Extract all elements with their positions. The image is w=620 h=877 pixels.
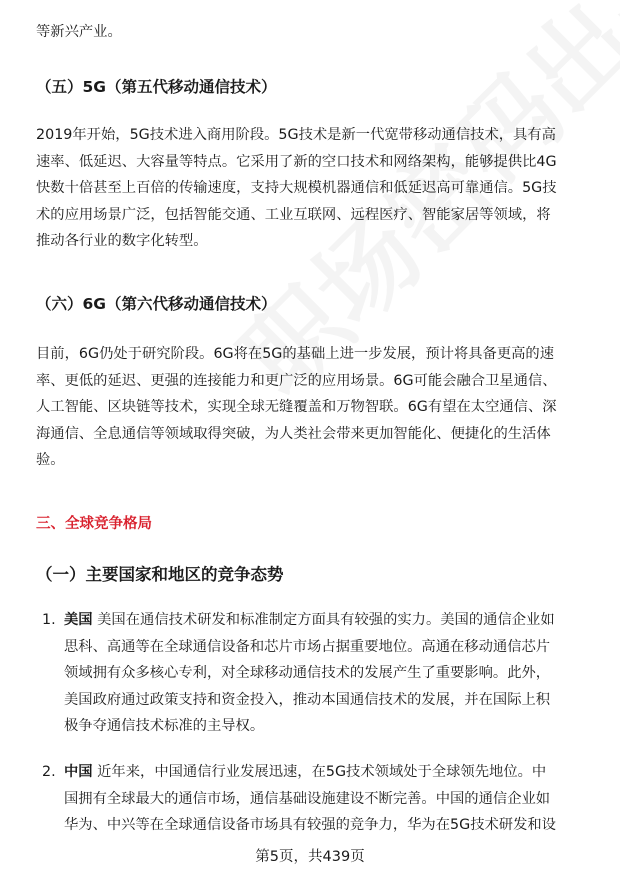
list-label: 美国 — [64, 612, 93, 628]
list-item — [36, 759, 596, 841]
list-number: 2. — [42, 764, 56, 780]
paragraph-line: 验。 — [36, 452, 65, 469]
section-5g-paragraph — [36, 122, 588, 255]
list-body — [64, 607, 599, 740]
page-number-footer: 第5页，共439页 — [255, 849, 365, 865]
paragraph-line: 术的应用场景广泛，包括智能交通、工业互联网、远程医疗、智能家居等领域，将 — [36, 206, 551, 223]
list-body — [64, 759, 599, 839]
paragraph-line: 领域拥有众多核心专利，对全球移动通信技术的发展产生了重要影响。此外， — [64, 665, 551, 682]
paragraph-line: 美国在通信技术研发和标准制定方面具有较强的实力。美国的通信企业如 — [92, 612, 555, 628]
paragraph-line: 极争夺通信技术标准的主导权。 — [64, 718, 265, 735]
subsection-1-heading: （一）主要国家和地区的竞争态势 — [36, 565, 284, 584]
paragraph-line: 美国政府通过政策支持和资金投入，推动本国通信技术的发展，并在国际上积 — [64, 691, 551, 708]
intro-tail — [36, 19, 588, 46]
paragraph-line: 目前，6G仍处于研究阶段。6G将在5G的基础上进一步发展，预计将具备更高的速 — [36, 346, 555, 362]
section-6g-heading: （六）6G（第六代移动通信技术） — [36, 295, 277, 313]
paragraph-line: 国拥有全球最大的通信市场，通信基础设施建设不断完善。中国的通信企业如 — [64, 790, 551, 807]
list-label: 中国 — [64, 764, 93, 780]
section-5g-heading: （五）5G（第五代移动通信技术） — [36, 78, 277, 96]
paragraph-line: 推动各行业的数字化转型。 — [36, 233, 208, 250]
paragraph-line: 思科、高通等在全球通信设备和芯片市场占据重要地位。高通在移动通信芯片 — [64, 638, 551, 655]
paragraph-line: 海通信、全息通信等领域取得突破，为人类社会带来更加智能化、便捷化的生活体 — [36, 425, 551, 442]
paragraph-line: 速率、低延迟、大容量等特点。它采用了新的空口技术和网络架构，能够提供比4G — [36, 153, 557, 170]
section-6g-paragraph — [36, 341, 588, 474]
paragraph-line: 近年来，中国通信行业发展迅速，在5G技术领域处于全球领先地位。中 — [92, 764, 547, 780]
list-item — [36, 607, 596, 747]
part-3-heading: 三、全球竞争格局 — [36, 516, 152, 532]
paragraph-line: 率、更低的延迟、更强的连接能力和更广泛的应用场景。6G可能会融合卫星通信、 — [36, 372, 557, 389]
paragraph-line: 等新兴产业。 — [36, 24, 122, 40]
paragraph-line: 2019年开始，5G技术进入商用阶段。5G技术是新一代宽带移动通信技术，具有高 — [36, 127, 556, 143]
paragraph-line: 华为、中兴等在全球通信设备市场具有较强的竞争力，华为在5G技术研发和设 — [64, 817, 556, 834]
paragraph-line: 快数十倍甚至上百倍的传输速度，支持大规模机器通信和低延迟高可靠通信。5G技 — [36, 180, 557, 197]
list-number: 1. — [42, 612, 56, 628]
paragraph-line: 人工智能、区块链等技术，实现全球无缝覆盖和万物智联。6G有望在太空通信、深 — [36, 399, 557, 416]
